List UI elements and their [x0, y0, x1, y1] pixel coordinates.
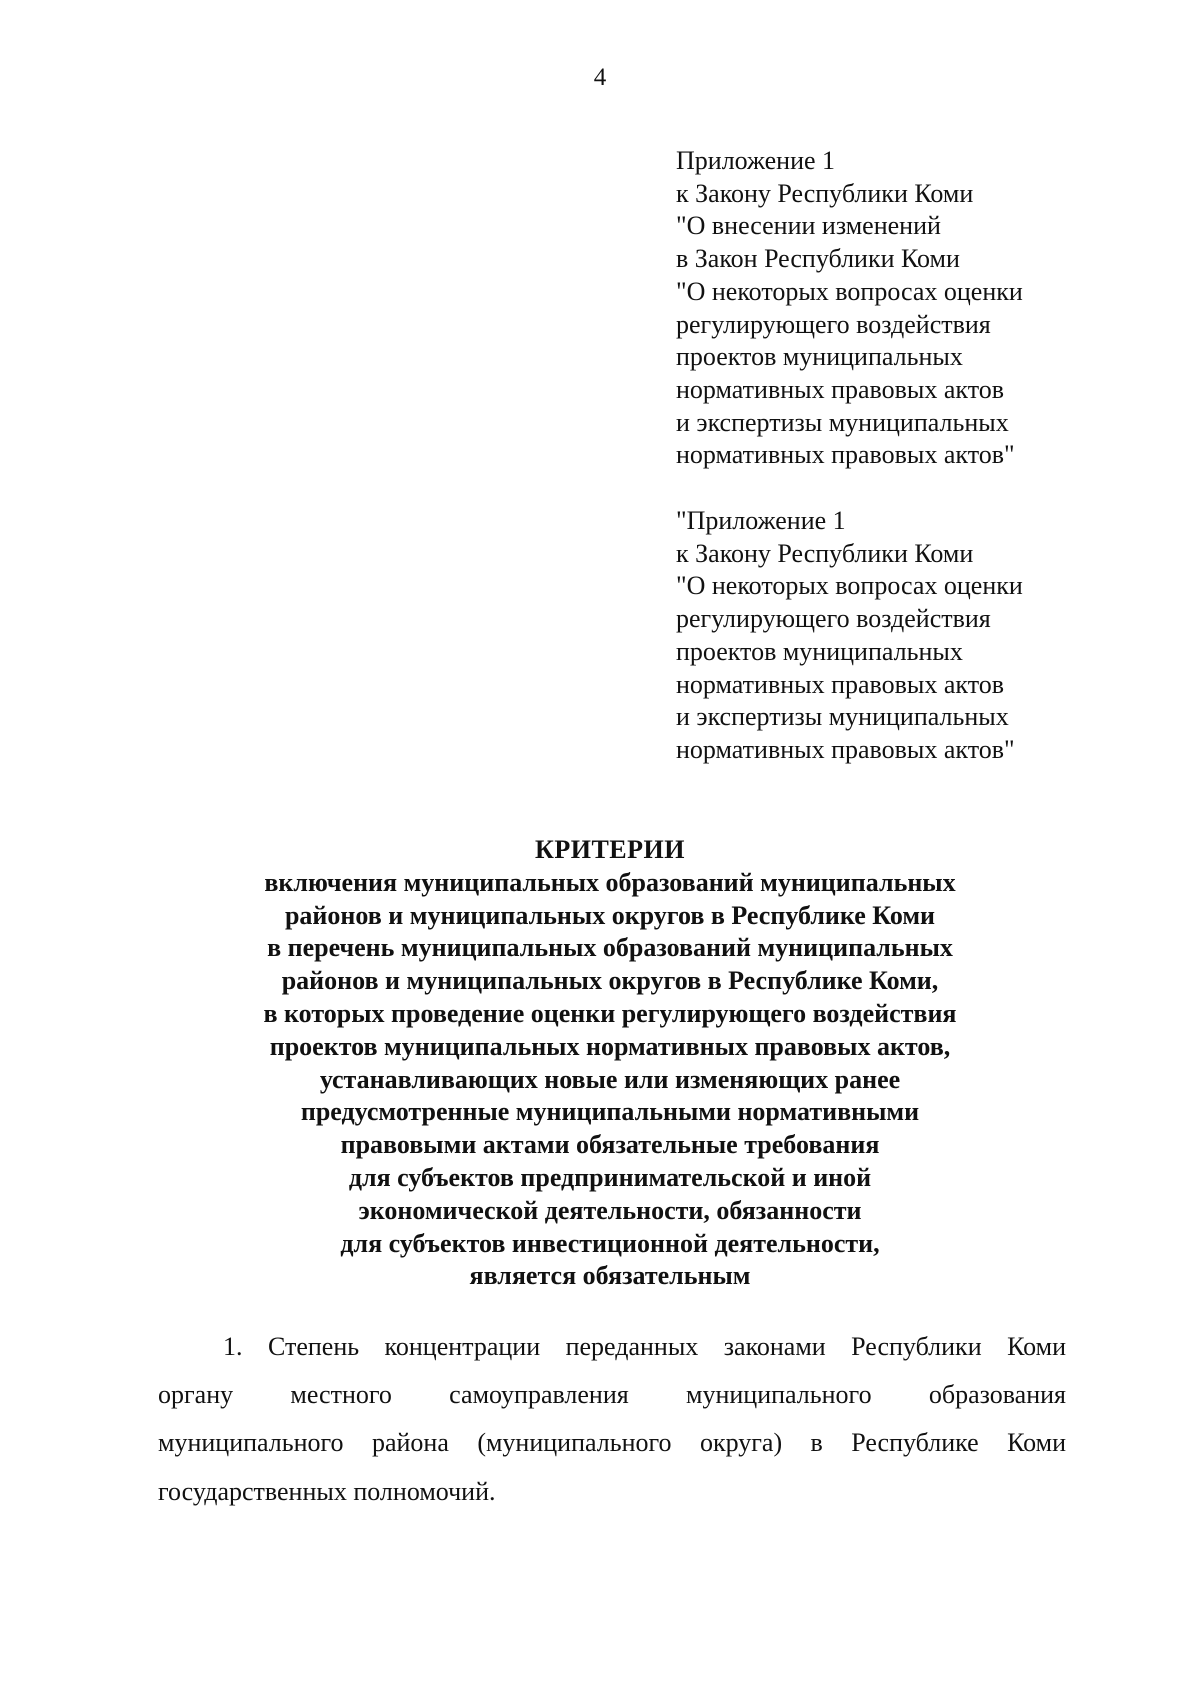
- annex-1-line: нормативных правовых актов": [676, 440, 1015, 470]
- annex-2-block: [676, 505, 1156, 767]
- annex-1-line: "О внесении изменений: [676, 211, 941, 241]
- title-line: экономической деятельности, обязанности: [358, 1195, 862, 1225]
- paragraph-line: 1. Степень концентрации переданных законами Республики Коми: [223, 1332, 1066, 1361]
- annex-1-line: Приложение 1: [676, 146, 836, 175]
- annex-1-line: "О некоторых вопросах оценки: [676, 276, 1023, 306]
- paragraph-line: муниципального района (муниципального округа) в Республике Коми: [158, 1428, 1066, 1458]
- title-line: для субъектов инвестиционной деятельности,: [340, 1228, 880, 1258]
- document-title: [150, 834, 1070, 1293]
- annex-2-line: нормативных правовых актов: [676, 669, 1005, 699]
- title-line: является обязательным: [469, 1261, 751, 1291]
- annex-1-line: в Закон Республики Коми: [676, 244, 960, 274]
- title-line: включения муниципальных образований муниципальных: [264, 867, 956, 897]
- annex-1-line: проектов муниципальных: [676, 342, 963, 372]
- annex-1-line: регулирующего воздействия: [676, 309, 991, 339]
- title-line: устанавливающих новые или изменяющих ранее: [319, 1064, 901, 1094]
- page-number: 4: [593, 64, 607, 91]
- annex-2-line: "Приложение 1: [676, 506, 846, 535]
- annex-1-block: [676, 145, 1156, 472]
- title-line: в перечень муниципальных образований муниципальных: [267, 933, 953, 963]
- annex-2-line: нормативных правовых актов": [676, 734, 1015, 764]
- annex-2-line: к Закону Республики Коми: [676, 538, 974, 568]
- title-line: в которых проведение оценки регулирующего воздействия: [263, 998, 957, 1028]
- annex-2-line: "О некоторых вопросах оценки: [676, 571, 1023, 601]
- title-line: проектов муниципальных нормативных правовых актов,: [269, 1031, 951, 1061]
- annex-2-line: регулирующего воздействия: [676, 604, 991, 634]
- annex-2-line: и экспертизы муниципальных: [676, 702, 1009, 732]
- paragraph-line: органу местного самоуправления муниципального образования: [158, 1380, 1066, 1410]
- title-line: предусмотренные муниципальными нормативными: [300, 1097, 920, 1127]
- title-heading: КРИТЕРИИ: [535, 835, 685, 864]
- title-line: правовыми актами обязательные требования: [340, 1130, 880, 1160]
- title-line: районов и муниципальных округов в Республике Коми,: [281, 966, 939, 996]
- annex-2-line: проектов муниципальных: [676, 636, 963, 666]
- paragraph-line: государственных полномочий.: [158, 1476, 496, 1506]
- annex-1-line: и экспертизы муниципальных: [676, 407, 1009, 437]
- title-line: для субъектов предпринимательской и иной: [348, 1162, 872, 1192]
- paragraph-1: [158, 1323, 1066, 1516]
- title-line: районов и муниципальных округов в Республике Коми: [284, 900, 936, 930]
- annex-1-line: к Закону Республики Коми: [676, 178, 974, 208]
- annex-1-line: нормативных правовых актов: [676, 374, 1005, 404]
